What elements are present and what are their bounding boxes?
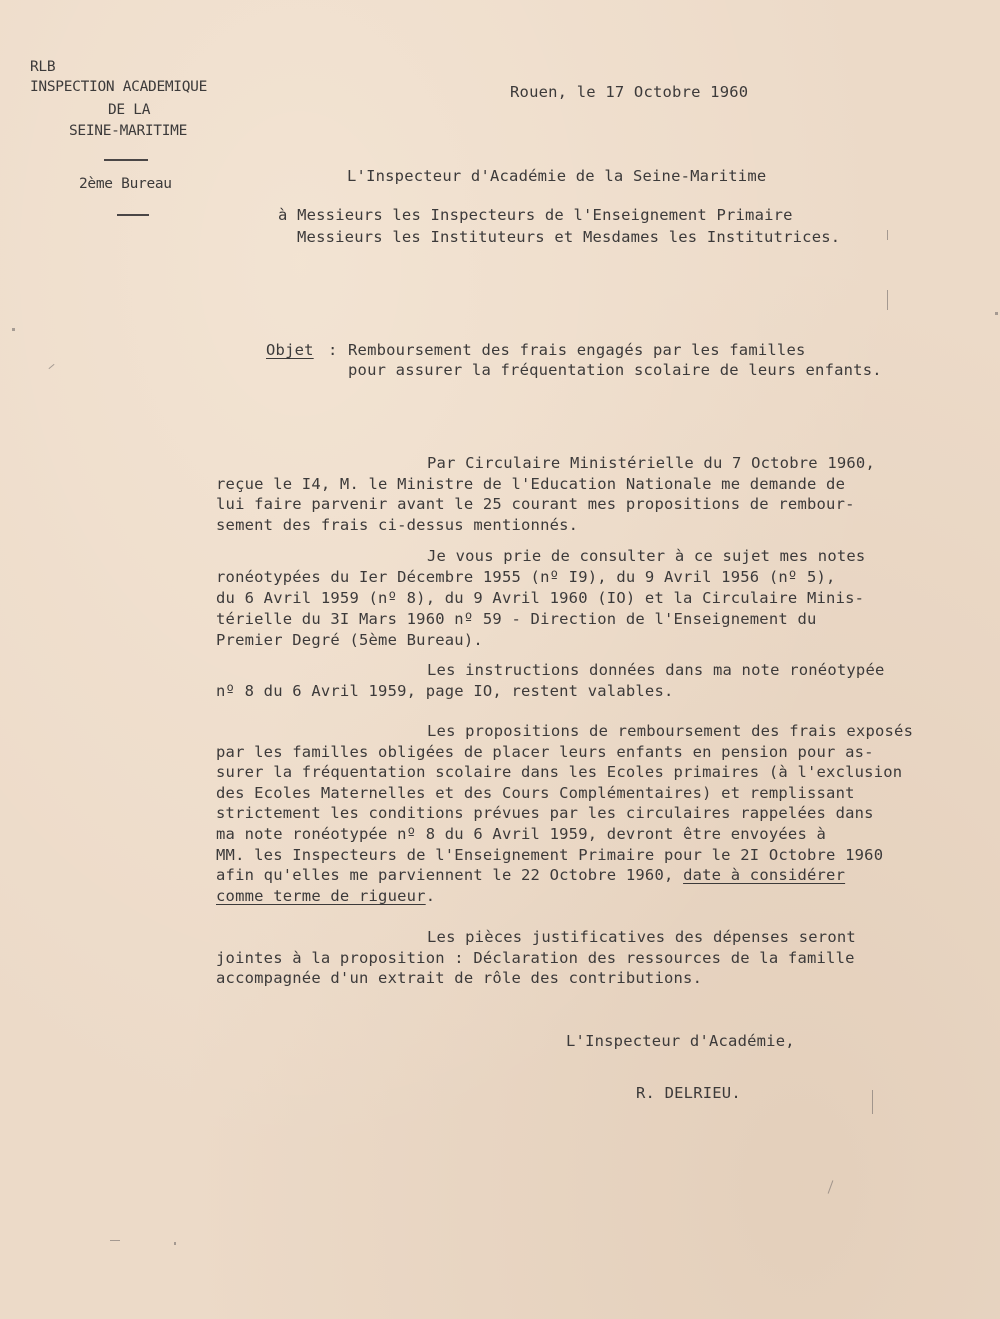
bureau-label: 2ème Bureau xyxy=(79,176,172,192)
p4-line-2: par les familles obligées de placer leurs enfants en pension pour as- xyxy=(216,743,874,761)
bureau-divider xyxy=(117,214,149,216)
subject-label: Objet xyxy=(266,341,314,359)
p2-line-4: térielle du 3I Mars 1960 nº 59 - Direction de l'Enseignement du xyxy=(216,610,817,628)
p2-line-3: du 6 Avril 1959 (nº 8), du 9 Avril 1960 (IO) et la Circulaire Minis- xyxy=(216,589,865,607)
p4-line-5: strictement les conditions prévues par les circulaires rappelées dans xyxy=(216,804,874,822)
p4-line-6: ma note ronéotypée nº 8 du 6 Avril 1959, devront être envoyées à xyxy=(216,825,827,843)
p2-line-2: ronéotypées du Ier Décembre 1955 (nº I9), du 9 Avril 1956 (nº 5), xyxy=(216,568,836,586)
p5-line-2: jointes à la proposition : Déclaration des ressources de la famille xyxy=(216,949,855,967)
p4-line-3: surer la fréquentation scolaire dans les Ecoles primaires (à l'exclusion xyxy=(216,763,903,781)
subject-line-2: pour assurer la fréquentation scolaire de leurs enfants. xyxy=(348,361,882,379)
p2-line-1: Je vous prie de consulter à ce sujet mes notes xyxy=(427,547,866,565)
p2-line-5: Premier Degré (5ème Bureau). xyxy=(216,631,483,649)
place-date: Rouen, le 17 Octobre 1960 xyxy=(510,83,749,101)
recipients-line-2: Messieurs les Instituteurs et Mesdames les Institutrices. xyxy=(297,228,841,246)
paper-speck xyxy=(828,1180,834,1193)
p3-line-1: Les instructions données dans ma note ronéotypée xyxy=(427,661,885,679)
office-line-1: INSPECTION ACADEMIQUE xyxy=(30,79,208,95)
deadline-emphasis-2: comme terme de rigueur xyxy=(216,887,426,905)
header-divider xyxy=(104,159,148,161)
p1-line-3: lui faire parvenir avant le 25 courant mes propositions de rembour- xyxy=(216,495,855,513)
office-line-3: SEINE-MARITIME xyxy=(69,123,188,139)
initials: RLB xyxy=(30,59,56,75)
paper-speck xyxy=(872,1090,873,1114)
p1-line-1: Par Circulaire Ministérielle du 7 Octobre 1960, xyxy=(427,454,875,472)
signature-title: L'Inspecteur d'Académie, xyxy=(566,1032,795,1050)
p4-line-9-end: . xyxy=(425,887,436,905)
p4-line-4: des Ecoles Maternelles et des Cours Complémentaires) et remplissant xyxy=(216,784,855,802)
paper-speck xyxy=(48,364,54,369)
paper-speck xyxy=(110,1240,120,1241)
p5-line-3: accompagnée d'un extrait de rôle des contributions. xyxy=(216,969,703,987)
p1-line-4: sement des frais ci-dessus mentionnés. xyxy=(216,516,579,534)
recipients-line-1: à Messieurs les Inspecteurs de l'Enseignement Primaire xyxy=(278,206,793,224)
paper-speck xyxy=(12,328,15,331)
p1-line-2: reçue le I4, M. le Ministre de l'Education Nationale me demande de xyxy=(216,475,846,493)
paper-speck xyxy=(887,230,888,240)
sender-line: L'Inspecteur d'Académie de la Seine-Maritime xyxy=(347,167,767,185)
deadline-emphasis-1: date à considérer xyxy=(683,866,846,884)
p4-line-9 xyxy=(216,889,435,905)
p3-line-2: nº 8 du 6 Avril 1959, page IO, restent valables. xyxy=(216,682,674,700)
p4-line-1: Les propositions de remboursement des frais exposés xyxy=(427,722,914,740)
office-line-2: DE LA xyxy=(108,102,151,118)
p4-line-8-text: afin qu'elles me parviennent le 22 Octobre 1960, xyxy=(216,866,684,884)
p4-line-7: MM. les Inspecteurs de l'Enseignement Primaire pour le 2I Octobre 1960 xyxy=(216,846,884,864)
signature-name: R. DELRIEU. xyxy=(636,1084,741,1102)
paper-speck xyxy=(995,312,998,315)
p4-line-8 xyxy=(216,868,845,884)
subject-line-1: Remboursement des frais engagés par les familles xyxy=(348,341,806,359)
paper-speck xyxy=(887,290,888,310)
subject-separator: : xyxy=(328,341,338,359)
paper-speck xyxy=(174,1242,176,1245)
p5-line-1: Les pièces justificatives des dépenses seront xyxy=(427,928,856,946)
